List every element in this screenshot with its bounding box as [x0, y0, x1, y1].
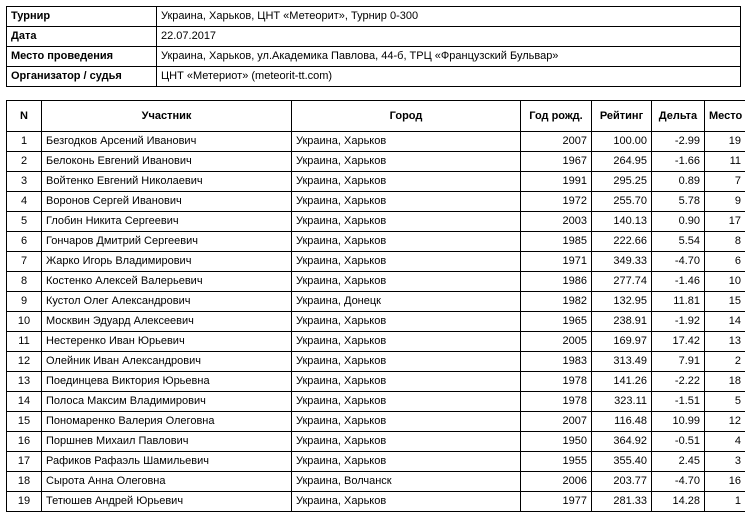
- cell-city: Украина, Харьков: [292, 492, 521, 512]
- cell-delta: 0.90: [652, 212, 705, 232]
- cell-year: 2003: [521, 212, 592, 232]
- info-row-venue: [7, 47, 741, 67]
- cell-year: 1967: [521, 152, 592, 172]
- cell-city: Украина, Харьков: [292, 332, 521, 352]
- cell-place: 13: [705, 332, 745, 352]
- table-row: [7, 312, 745, 332]
- cell-rating: 132.95: [592, 292, 652, 312]
- cell-city: Украина, Харьков: [292, 232, 521, 252]
- cell-place: 4: [705, 432, 745, 452]
- organizer-label: Организатор / судья: [7, 67, 157, 87]
- cell-n: 14: [7, 392, 42, 412]
- cell-name: Безгодков Арсений Иванович: [42, 132, 292, 152]
- col-header-delta: Дельта: [652, 101, 705, 132]
- cell-place: 12: [705, 412, 745, 432]
- cell-place: 14: [705, 312, 745, 332]
- cell-place: 17: [705, 212, 745, 232]
- cell-rating: 323.11: [592, 392, 652, 412]
- cell-name: Белоконь Евгений Иванович: [42, 152, 292, 172]
- cell-n: 16: [7, 432, 42, 452]
- tournament-label: Турнир: [7, 7, 157, 27]
- cell-delta: 17.42: [652, 332, 705, 352]
- cell-delta: -1.51: [652, 392, 705, 412]
- cell-rating: 100.00: [592, 132, 652, 152]
- tournament-value: Украина, Харьков, ЦНТ «Метеорит», Турнир 0-300: [157, 7, 741, 27]
- cell-n: 12: [7, 352, 42, 372]
- table-row: [7, 352, 745, 372]
- cell-place: 16: [705, 472, 745, 492]
- cell-rating: 295.25: [592, 172, 652, 192]
- table-row: [7, 272, 745, 292]
- cell-year: 1950: [521, 432, 592, 452]
- cell-year: 2005: [521, 332, 592, 352]
- cell-n: 17: [7, 452, 42, 472]
- cell-delta: 0.89: [652, 172, 705, 192]
- cell-place: 8: [705, 232, 745, 252]
- cell-place: 2: [705, 352, 745, 372]
- tournament-info-table: [6, 6, 741, 87]
- cell-n: 6: [7, 232, 42, 252]
- cell-rating: 238.91: [592, 312, 652, 332]
- cell-delta: -4.70: [652, 472, 705, 492]
- cell-rating: 355.40: [592, 452, 652, 472]
- table-row: [7, 192, 745, 212]
- cell-rating: 169.97: [592, 332, 652, 352]
- cell-place: 18: [705, 372, 745, 392]
- info-row-tournament: [7, 7, 741, 27]
- cell-year: 1983: [521, 352, 592, 372]
- table-row: [7, 292, 745, 312]
- cell-name: Полоса Максим Владимирович: [42, 392, 292, 412]
- cell-name: Войтенко Евгений Николаевич: [42, 172, 292, 192]
- cell-rating: 281.33: [592, 492, 652, 512]
- cell-city: Украина, Харьков: [292, 312, 521, 332]
- cell-city: Украина, Харьков: [292, 412, 521, 432]
- cell-name: Олейник Иван Александрович: [42, 352, 292, 372]
- table-row: [7, 452, 745, 472]
- cell-city: Украина, Харьков: [292, 252, 521, 272]
- cell-rating: 364.92: [592, 432, 652, 452]
- cell-n: 10: [7, 312, 42, 332]
- cell-city: Украина, Харьков: [292, 352, 521, 372]
- cell-rating: 277.74: [592, 272, 652, 292]
- cell-delta: -0.51: [652, 432, 705, 452]
- cell-name: Сырота Анна Олеговна: [42, 472, 292, 492]
- cell-place: 11: [705, 152, 745, 172]
- cell-name: Поединцева Виктория Юрьевна: [42, 372, 292, 392]
- cell-delta: 14.28: [652, 492, 705, 512]
- cell-year: 1985: [521, 232, 592, 252]
- cell-name: Воронов Сергей Иванович: [42, 192, 292, 212]
- cell-year: 2007: [521, 412, 592, 432]
- table-row: [7, 412, 745, 432]
- cell-name: Нестеренко Иван Юрьевич: [42, 332, 292, 352]
- cell-delta: 5.54: [652, 232, 705, 252]
- venue-value: Украина, Харьков, ул.Академика Павлова, 44-б, ТРЦ «Французский Бульвар»: [157, 47, 741, 67]
- cell-delta: -1.46: [652, 272, 705, 292]
- cell-name: Поршнев Михаил Павлович: [42, 432, 292, 452]
- cell-year: 1991: [521, 172, 592, 192]
- table-row: [7, 472, 745, 492]
- cell-rating: 141.26: [592, 372, 652, 392]
- cell-n: 3: [7, 172, 42, 192]
- cell-city: Украина, Харьков: [292, 192, 521, 212]
- cell-rating: 264.95: [592, 152, 652, 172]
- table-row: [7, 252, 745, 272]
- cell-city: Украина, Донецк: [292, 292, 521, 312]
- table-row: [7, 432, 745, 452]
- results-header-row: [7, 101, 745, 132]
- cell-city: Украина, Харьков: [292, 132, 521, 152]
- cell-delta: -1.66: [652, 152, 705, 172]
- date-label: Дата: [7, 27, 157, 47]
- cell-delta: -4.70: [652, 252, 705, 272]
- col-header-n: N: [7, 101, 42, 132]
- cell-city: Украина, Харьков: [292, 372, 521, 392]
- cell-rating: 222.66: [592, 232, 652, 252]
- cell-rating: 349.33: [592, 252, 652, 272]
- cell-city: Украина, Харьков: [292, 272, 521, 292]
- cell-name: Рафиков Рафаэль Шамильевич: [42, 452, 292, 472]
- cell-year: 1955: [521, 452, 592, 472]
- cell-n: 2: [7, 152, 42, 172]
- cell-n: 7: [7, 252, 42, 272]
- cell-city: Украина, Харьков: [292, 152, 521, 172]
- cell-delta: -2.99: [652, 132, 705, 152]
- cell-city: Украина, Харьков: [292, 452, 521, 472]
- table-row: [7, 152, 745, 172]
- cell-year: 1982: [521, 292, 592, 312]
- cell-n: 1: [7, 132, 42, 152]
- cell-place: 10: [705, 272, 745, 292]
- cell-name: Москвин Эдуард Алексеевич: [42, 312, 292, 332]
- cell-place: 9: [705, 192, 745, 212]
- cell-place: 1: [705, 492, 745, 512]
- cell-place: 5: [705, 392, 745, 412]
- cell-year: 1977: [521, 492, 592, 512]
- table-row: [7, 172, 745, 192]
- cell-n: 8: [7, 272, 42, 292]
- cell-n: 19: [7, 492, 42, 512]
- cell-n: 9: [7, 292, 42, 312]
- cell-year: 2007: [521, 132, 592, 152]
- cell-name: Гончаров Дмитрий Сергеевич: [42, 232, 292, 252]
- cell-city: Украина, Харьков: [292, 432, 521, 452]
- table-row: [7, 212, 745, 232]
- cell-place: 15: [705, 292, 745, 312]
- table-row: [7, 492, 745, 512]
- cell-year: 1972: [521, 192, 592, 212]
- info-row-date: [7, 27, 741, 47]
- cell-city: Украина, Харьков: [292, 212, 521, 232]
- cell-name: Пономаренко Валерия Олеговна: [42, 412, 292, 432]
- cell-name: Тетюшев Андрей Юрьевич: [42, 492, 292, 512]
- cell-n: 11: [7, 332, 42, 352]
- venue-label: Место проведения: [7, 47, 157, 67]
- cell-place: 7: [705, 172, 745, 192]
- cell-n: 5: [7, 212, 42, 232]
- cell-rating: 255.70: [592, 192, 652, 212]
- cell-rating: 203.77: [592, 472, 652, 492]
- results-body: [7, 132, 745, 512]
- cell-year: 1971: [521, 252, 592, 272]
- date-value: 22.07.2017: [157, 27, 741, 47]
- cell-n: 18: [7, 472, 42, 492]
- col-header-city: Город: [292, 101, 521, 132]
- cell-n: 4: [7, 192, 42, 212]
- cell-place: 19: [705, 132, 745, 152]
- cell-name: Костенко Алексей Валерьевич: [42, 272, 292, 292]
- cell-n: 15: [7, 412, 42, 432]
- cell-rating: 140.13: [592, 212, 652, 232]
- cell-place: 3: [705, 452, 745, 472]
- table-row: [7, 232, 745, 252]
- results-table: [6, 100, 745, 512]
- col-header-place: Место: [705, 101, 745, 132]
- cell-delta: 5.78: [652, 192, 705, 212]
- info-row-organizer: [7, 67, 741, 87]
- cell-delta: 10.99: [652, 412, 705, 432]
- cell-place: 6: [705, 252, 745, 272]
- col-header-name: Участник: [42, 101, 292, 132]
- cell-city: Украина, Харьков: [292, 172, 521, 192]
- cell-n: 13: [7, 372, 42, 392]
- col-header-year: Год рожд.: [521, 101, 592, 132]
- cell-name: Жарко Игорь Владимирович: [42, 252, 292, 272]
- cell-delta: 11.81: [652, 292, 705, 312]
- cell-year: 1965: [521, 312, 592, 332]
- table-row: [7, 372, 745, 392]
- cell-year: 1978: [521, 372, 592, 392]
- cell-rating: 313.49: [592, 352, 652, 372]
- cell-city: Украина, Харьков: [292, 392, 521, 412]
- cell-city: Украина, Волчанск: [292, 472, 521, 492]
- cell-year: 1986: [521, 272, 592, 292]
- cell-year: 2006: [521, 472, 592, 492]
- table-row: [7, 332, 745, 352]
- col-header-rating: Рейтинг: [592, 101, 652, 132]
- cell-name: Кустол Олег Александрович: [42, 292, 292, 312]
- cell-name: Глобин Никита Сергеевич: [42, 212, 292, 232]
- table-row: [7, 392, 745, 412]
- cell-delta: -1.92: [652, 312, 705, 332]
- organizer-value: ЦНТ «Метериот» (meteorit-tt.com): [157, 67, 741, 87]
- cell-delta: 7.91: [652, 352, 705, 372]
- table-row: [7, 132, 745, 152]
- cell-delta: 2.45: [652, 452, 705, 472]
- cell-delta: -2.22: [652, 372, 705, 392]
- cell-year: 1978: [521, 392, 592, 412]
- cell-rating: 116.48: [592, 412, 652, 432]
